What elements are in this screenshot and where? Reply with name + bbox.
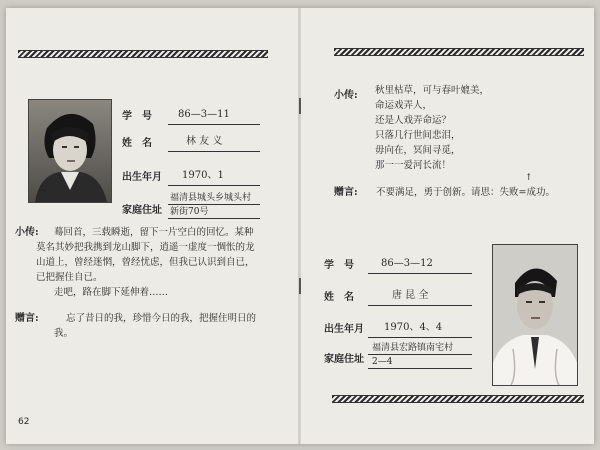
address-value: 福清县城头乡城头村: [170, 193, 252, 203]
poem-line: 命运戏弄人，: [375, 100, 433, 111]
address-label: 家庭住址: [122, 205, 162, 216]
underline: [368, 368, 472, 369]
underline: [368, 354, 472, 355]
poem: [375, 83, 575, 173]
book-gutter: [298, 8, 301, 444]
yearbook-spread: [6, 8, 594, 444]
birth-label: 出生年月: [122, 172, 162, 183]
poem-line: 毋向在，冥间寻觅，: [375, 145, 461, 156]
gift-text: [376, 187, 555, 199]
underline: [368, 337, 472, 338]
bottom-rule-right: [332, 395, 584, 403]
id-label: 学 号: [122, 111, 152, 122]
underline: [168, 124, 260, 125]
gift-label: 赠言:: [334, 187, 358, 198]
name-label: 姓 名: [324, 292, 354, 303]
gift-label: 赠言:: [15, 313, 39, 324]
poem-line: 那一一爱河长流！: [375, 160, 452, 171]
gutter-mark: [299, 278, 301, 294]
id-value: 86—3—11: [178, 109, 230, 120]
top-rule-left: [18, 50, 268, 58]
underline: [168, 151, 260, 152]
student-photo-lin: [28, 99, 112, 203]
birth-value: 1970、1: [182, 170, 224, 181]
address-value: 新街70号: [170, 207, 209, 217]
bio-line: 山道上，曾经迷惘，曾经忧虑，但我已认识到自已，: [36, 257, 255, 268]
bio-line: 已把握住自已。: [36, 272, 103, 283]
underline: [368, 273, 472, 274]
gift-line: 我。: [54, 328, 74, 339]
bio-line: 蓦回首，三载瞬逝，留下一片空白的回忆。某种: [54, 227, 254, 238]
poem-line: 秋里枯草，可与春叶媲美，: [375, 85, 490, 96]
id-label: 学 号: [324, 260, 354, 271]
poem-line: 只落几行世间悲泪，: [375, 130, 461, 141]
underline: [368, 305, 472, 306]
gift-line: 忘了昔日的我，珍惜今日的我，把握住明日的: [66, 313, 257, 324]
top-rule-right: [334, 48, 584, 56]
poem-line: 还是人戏弄命运？: [375, 115, 452, 126]
address-label: 家庭住址: [324, 354, 364, 365]
name-value: 林 友 义: [186, 136, 223, 147]
underline: [168, 218, 260, 219]
bio-label: 小传:: [334, 90, 358, 101]
page-number: 62: [18, 417, 30, 427]
address-value: 2—4: [372, 357, 393, 367]
name-label: 姓 名: [122, 138, 152, 149]
name-value: 唐 昆 全: [392, 290, 429, 301]
underline: [168, 185, 260, 186]
id-value: 86—3—12: [381, 258, 433, 269]
bio-line: 莫名其妙把我携到龙山脚下，逍遥一虚度一惆怅的龙: [36, 242, 255, 253]
gutter-mark: [299, 98, 301, 114]
birth-label: 出生年月: [324, 324, 364, 335]
underline: [168, 204, 260, 205]
gift-formula: =成功。: [518, 187, 555, 198]
student-photo-tang: [492, 244, 578, 386]
gift-text: [54, 311, 284, 341]
gift-sentence: 不要满足，勇于创新。请思：失败: [376, 187, 519, 198]
arrow-mark: ↑: [525, 173, 533, 183]
bio-label: 小传:: [15, 227, 39, 238]
bio-text: [36, 225, 282, 300]
birth-value: 1970、4、4: [384, 322, 443, 333]
bio-line: 走吧，路在脚下延伸着……: [54, 287, 169, 298]
address-value: 福清县宏路镇南宅村: [372, 343, 454, 353]
